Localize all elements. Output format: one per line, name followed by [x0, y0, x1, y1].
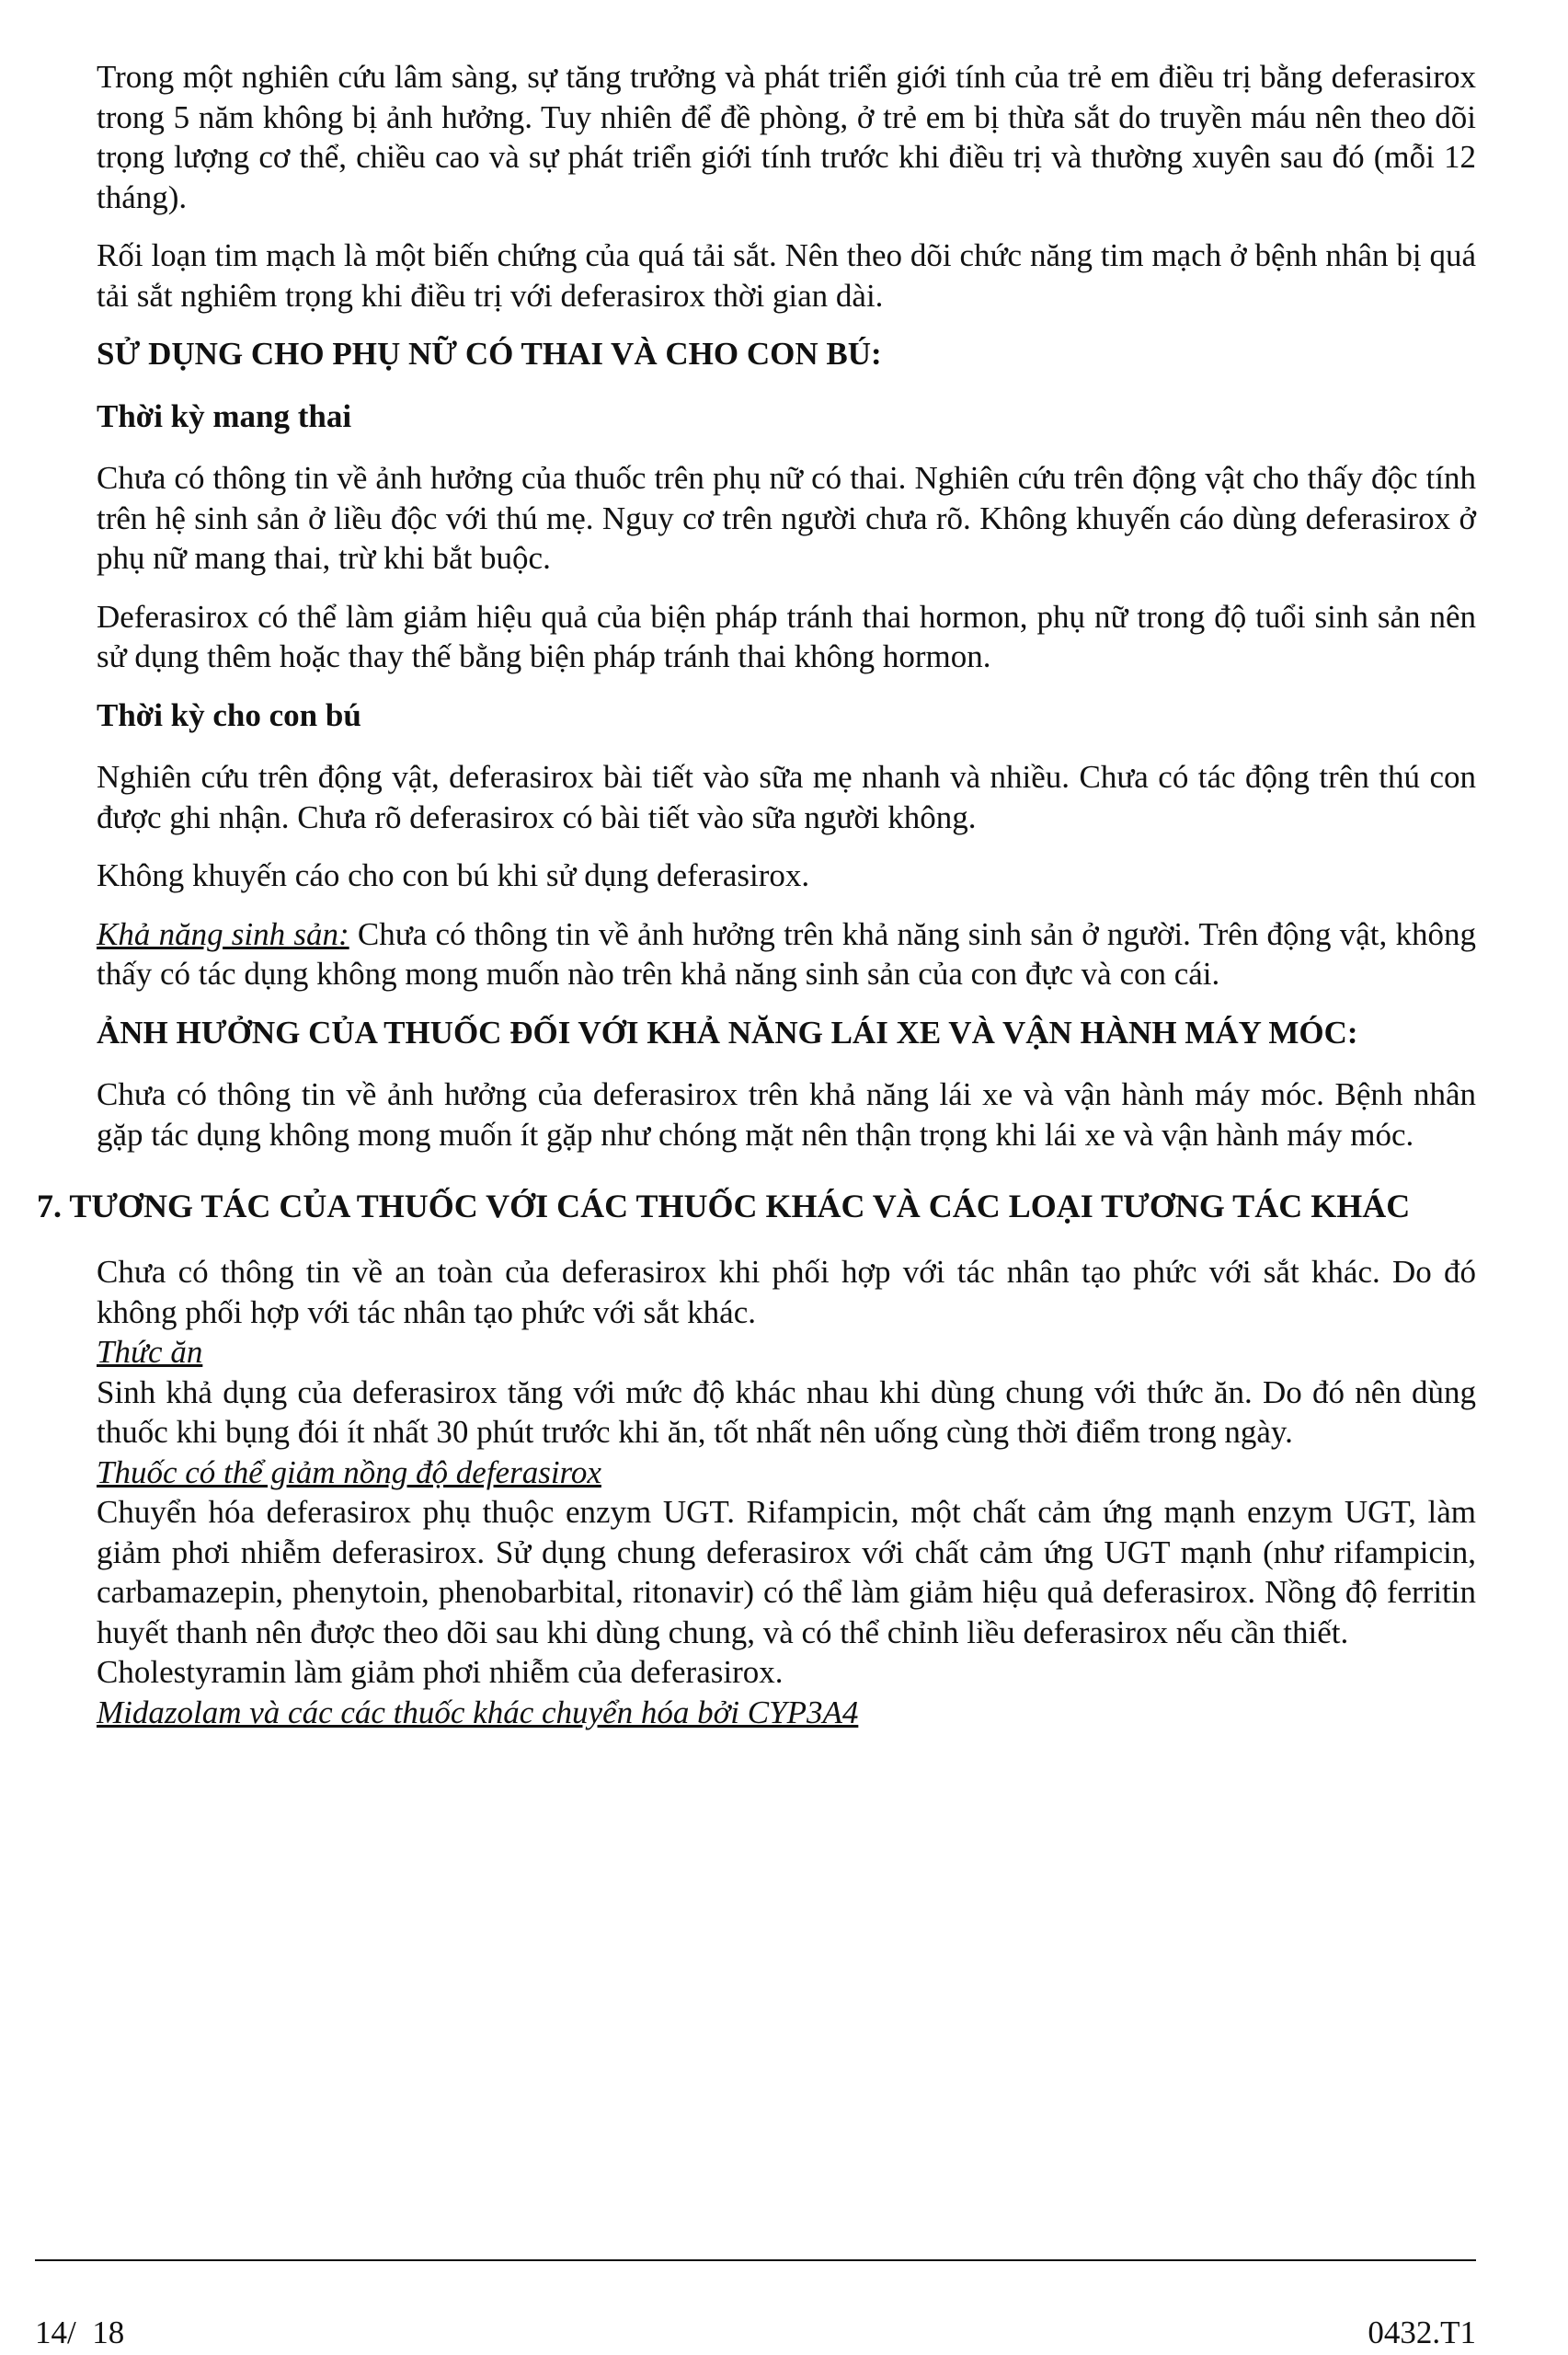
heading-pregnancy-lactation: SỬ DỤNG CHO PHỤ NỮ CÓ THAI VÀ CHO CON BÚ: [97, 336, 882, 372]
subheading-midazolam [97, 1693, 1476, 1733]
footer-divider [35, 2259, 1476, 2261]
paragraph-pregnancy-2: Deferasirox có thể làm giảm hiệu quả của biện pháp tránh thai hormon, phụ nữ trong độ tuổi sinh sản nên sử dụng thêm hoặc thay thế bằng biện pháp tránh thai không hormon. [97, 598, 1476, 674]
document-code: 0432.T1 [1368, 2315, 1476, 2350]
food-title: Thức ăn [97, 1334, 203, 1370]
subheading-food [97, 1332, 1476, 1373]
paragraph-lactation-1: Nghiên cứu trên động vật, deferasirox bài tiết vào sữa mẹ nhanh và nhiều. Chưa có tác động trên thú con được ghi nhận. Chưa rõ deferasirox có bài tiết vào sữa người không. [97, 759, 1476, 835]
document-body [37, 57, 1477, 1732]
fertility-label: Khả năng sinh sản: [97, 915, 349, 952]
fertility-text: Chưa có thông tin về ảnh hưởng trên khả năng sinh sản ở người. Trên động vật, không thấy có tác dụng không mong muốn nào trên khả năng sinh sản của con đực và con cái. [97, 915, 1477, 992]
paragraph-child-growth: Trong một nghiên cứu lâm sàng, sự tăng trưởng và phát triển giới tính của trẻ em điều trị bằng deferasirox trong 5 năm không bị ảnh hưởng. Tuy nhiên để đề phòng, ở trẻ em bị thừa sắt do truyền máu nên theo dõi trọng lượng cơ thể, chiều cao và sự phát triển giới tính trước khi điều trị và thường xuyên sau đó (mỗi 12 tháng). [97, 59, 1476, 215]
paragraph-food: Sinh khả dụng của deferasirox tăng với mức độ khác nhau khi dùng chung với thức ăn. Do đó nên dùng thuốc khi bụng đói ít nhất 30 phút trước khi ăn, tốt nhất nên uống cùng thời điểm trong ngày. [97, 1373, 1476, 1450]
paragraph-reduce: Chuyển hóa deferasirox phụ thuộc enzym UGT. Rifampicin, một chất cảm ứng mạnh enzym UGT, làm giảm phơi nhiễm deferasirox. Sử dụng chung deferasirox với chất cảm ứng UGT mạnh (như rifampicin, carbamazepin, phenytoin, phenobarbital, ritonavir) có thể làm giảm hiệu quả deferasirox. Nồng độ ferritin huyết thanh nên được theo dõi sau khi dùng chung, và có thể chỉnh liều deferasirox nếu cần thiết. [97, 1494, 1476, 1650]
paragraph-chelator: Chưa có thông tin về an toàn của deferasirox khi phối hợp với tác nhân tạo phức với sắt khác. Do đó không phối hợp với tác nhân tạo phức với sắt khác. [97, 1254, 1476, 1330]
paragraph-cardiac: Rối loạn tim mạch là một biến chứng của quá tải sắt. Nên theo dõi chức năng tim mạch ở bệnh nhân bị quá tải sắt nghiêm trọng khi điều trị với deferasirox thời gian dài. [97, 237, 1476, 314]
paragraph-lactation-2: Không khuyến cáo cho con bú khi sử dụng deferasirox. [97, 857, 810, 893]
paragraph-driving: Chưa có thông tin về ảnh hưởng của deferasirox trên khả năng lái xe và vận hành máy móc. Bệnh nhân gặp tác dụng không mong muốn ít gặp như chóng mặt nên thận trọng khi lái xe và vận hành máy móc. [97, 1076, 1476, 1153]
paragraph-fertility [97, 914, 1476, 994]
page-number: 14/ 18 [35, 2315, 125, 2350]
paragraph-cholestyramin: Cholestyramin làm giảm phơi nhiễm của deferasirox. [97, 1654, 784, 1690]
paragraph-pregnancy-1: Chưa có thông tin về ảnh hưởng của thuốc trên phụ nữ có thai. Nghiên cứu trên động vật cho thấy độc tính trên hệ sinh sản ở liều độc với thú mẹ. Nguy cơ trên người chưa rõ. Không khuyến cáo dùng deferasirox ở phụ nữ mang thai, trừ khi bắt buộc. [97, 460, 1476, 576]
subheading-pregnancy: Thời kỳ mang thai [97, 397, 352, 434]
subheading-reduce [97, 1453, 1476, 1493]
heading-section-7: 7. TƯƠNG TÁC CỦA THUỐC VỚI CÁC THUỐC KHÁC VÀ CÁC LOẠI TƯƠNG TÁC KHÁC [37, 1188, 1411, 1224]
reduce-title: Thuốc có thể giảm nồng độ deferasirox [97, 1453, 601, 1490]
heading-driving: ẢNH HƯỞNG CỦA THUỐC ĐỐI VỚI KHẢ NĂNG LÁI XE VÀ VẬN HÀNH MÁY MÓC: [97, 1014, 1358, 1051]
subheading-lactation: Thời kỳ cho con bú [97, 696, 361, 733]
midazolam-title: Midazolam và các các thuốc khác chuyển hóa bởi CYP3A4 [97, 1694, 859, 1730]
